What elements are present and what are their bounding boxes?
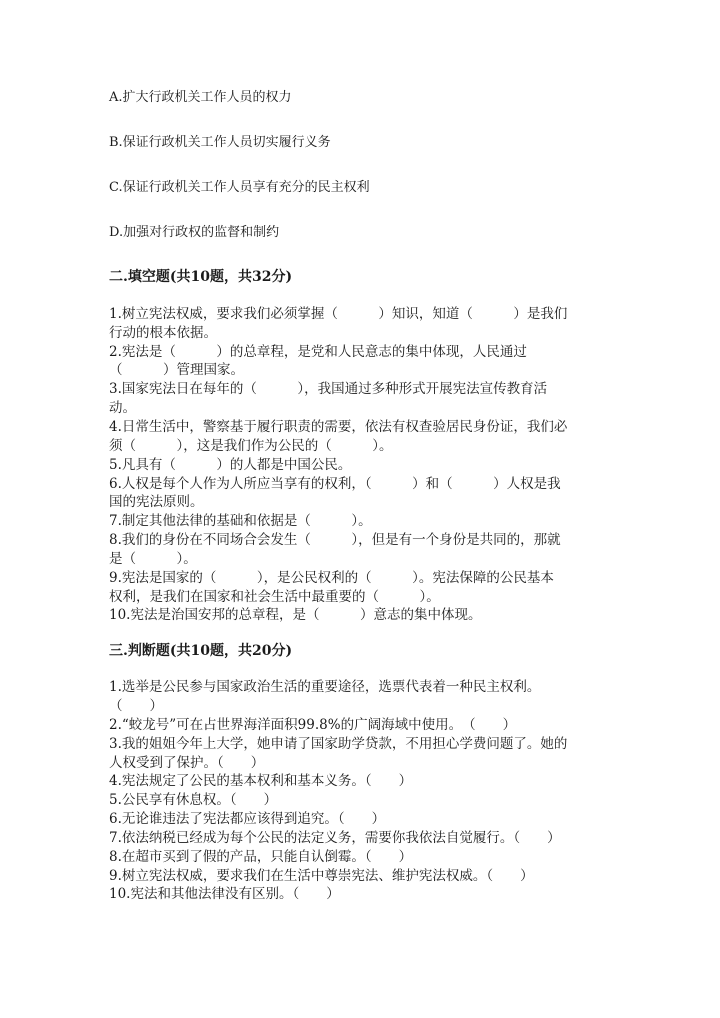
judge-question-line: 5.公民享有休息权。（ ） <box>109 792 278 808</box>
fill-question-line: 8.我们的身份在不同场合会发生（ ），但是有一个身份是共同的，那就 <box>109 532 561 548</box>
fill-question-line: 须（ ），这是我们作为公民的（ ）。 <box>109 438 393 454</box>
judge-question-line: 1.选举是公民参与国家政治生活的重要途径，选票代表着一种民主权利。 <box>109 679 541 695</box>
fill-question-line: 国的宪法原则。 <box>109 494 204 510</box>
judge-question-line: 4.宪法规定了公民的基本权利和基本义务。（ ） <box>109 773 413 789</box>
fill-question-line: 4.日常生活中，警察基于履行职责的需要，依法有权查验居民身份证，我们必 <box>109 419 568 435</box>
judge-question-line: 10.宪法和其他法律没有区别。（ ） <box>109 886 340 902</box>
fill-question-line: 是（ ）。 <box>109 551 197 567</box>
fill-question-line: 行动的根本依据。 <box>109 325 217 341</box>
judge-question-line: 9.树立宪法权威，要求我们在生活中尊崇宪法、维护宪法权威。（ ） <box>109 868 534 884</box>
option-a: A.扩大行政机关工作人员的权力 <box>109 90 292 105</box>
fill-question-line: 2.宪法是（ ）的总章程，是党和人民意志的集中体现，人民通过 <box>109 344 527 360</box>
fill-question-line: 6.人权是每个人作为人所应当享有的权利，（ ）和（ ）人权是我 <box>109 476 561 492</box>
judge-question-line: （ ） <box>109 698 163 714</box>
option-d: D.加强对行政权的监督和制约 <box>109 225 280 240</box>
section-heading-fill-in: 二.填空题(共10题，共32分) <box>109 269 293 285</box>
option-b: B.保证行政机关工作人员切实履行义务 <box>109 135 331 150</box>
fill-question-line: 3.国家宪法日在每年的（ ），我国通过多种形式开展宪法宣传教育活 <box>109 381 548 397</box>
fill-question-line: 7.制定其他法律的基础和依据是（ ）。 <box>109 513 372 529</box>
fill-question-line: 动。 <box>109 400 136 416</box>
fill-question-line: （ ）管理国家。 <box>109 362 244 378</box>
option-c: C.保证行政机关工作人员享有充分的民主权利 <box>109 180 370 195</box>
judge-question-line: 3.我的姐姐今年上大学，她申请了国家助学贷款，不用担心学费问题了。她的 <box>109 736 568 752</box>
section-heading-true-false: 三.判断题(共10题，共20分) <box>109 643 293 659</box>
fill-question-line: 权利，是我们在国家和社会生活中最重要的（ ）。 <box>109 589 440 605</box>
judge-question-line: 7.依法纳税已经成为每个公民的法定义务，需要你我依法自觉履行。（ ） <box>109 830 561 846</box>
fill-question-line: 5.凡具有（ ）的人都是中国公民。 <box>109 457 352 473</box>
fill-question-line: 1.树立宪法权威，要求我们必须掌握（ ）知识，知道（ ）是我们 <box>109 306 568 322</box>
judge-question-line: 2.“蛟龙号”可在占世界海洋面积99.8%的广阔海域中使用。 （ ） <box>109 717 517 733</box>
fill-question-line: 10.宪法是治国安邦的总章程，是（ ）意志的集中体现。 <box>109 607 482 623</box>
judge-question-line: 6.无论谁违法了宪法都应该得到追究。（ ） <box>109 811 386 827</box>
judge-question-line: 8.在超市买到了假的产品，只能自认倒霉。（ ） <box>109 849 413 865</box>
fill-question-line: 9.宪法是国家的（ ），是公民权利的（ ）。宪法保障的公民基本 <box>109 570 554 586</box>
judge-question-line: 人权受到了保护。（ ） <box>109 755 265 771</box>
